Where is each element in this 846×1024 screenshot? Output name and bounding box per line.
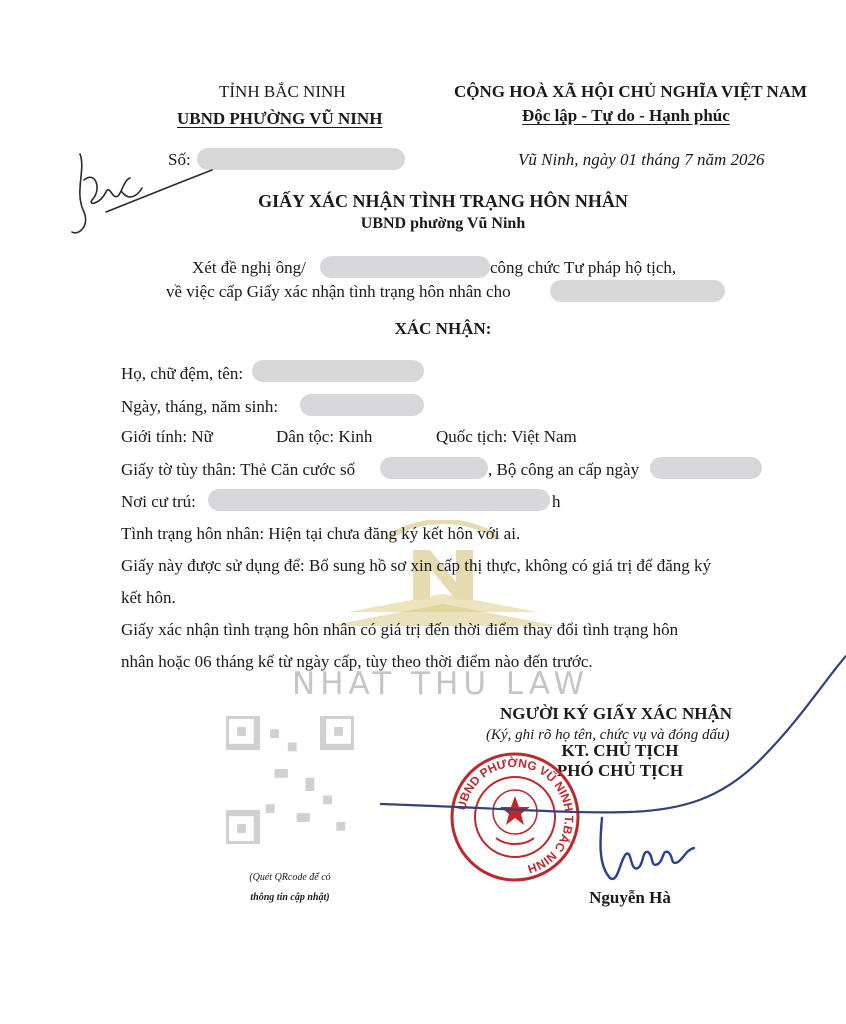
signer-role-1: KT. CHỦ TỊCH xyxy=(561,741,679,760)
handwritten-signature-icon xyxy=(590,810,700,890)
document-title: GIẤY XÁC NHẬN TÌNH TRẠNG HÔN NHÂN xyxy=(258,191,628,211)
marital-status: Tình trạng hôn nhân: Hiện tại chưa đăng ký kết hôn với ai. xyxy=(121,524,521,543)
dob-label: Ngày, tháng, năm sinh: xyxy=(121,397,279,416)
name-redacted xyxy=(252,360,424,382)
validity-line-2: nhân hoặc 06 tháng kể từ ngày cấp, tùy theo thời điểm nào đến trước. xyxy=(121,652,593,671)
qr-caption-2: thông tin cập nhật) xyxy=(250,892,330,903)
intro-line-2: về việc cấp Giấy xác nhận tình trạng hôn nhân cho xyxy=(166,282,511,301)
signer-name: Nguyễn Hà xyxy=(589,888,671,907)
residence-label: Nơi cư trú: xyxy=(121,492,196,511)
doc-number-redacted xyxy=(197,148,405,170)
place-date: Vũ Ninh, ngày 01 tháng 7 năm 2026 xyxy=(518,150,765,169)
signer-role-2: PHÓ CHỦ TỊCH xyxy=(556,761,684,780)
qr-code-icon xyxy=(226,716,354,844)
id-label: Giấy tờ tùy thân: Thẻ Căn cước số xyxy=(121,460,356,479)
intro-line-1b: công chức Tư pháp hộ tịch, xyxy=(490,258,677,277)
residence-redacted xyxy=(208,489,550,511)
ethnicity-field: Dân tộc: Kinh xyxy=(276,427,373,446)
intro-line-1a: Xét đề nghị ông/ xyxy=(192,258,306,277)
officer-name-redacted xyxy=(320,256,490,278)
nation-name: CỘNG HOÀ XÃ HỘI CHỦ NGHĨA VIỆT NAM xyxy=(454,82,808,101)
watermark-text: NHAT THU LAW xyxy=(292,666,590,702)
confirm-heading: XÁC NHẬN: xyxy=(394,319,492,338)
residence-tail: h xyxy=(552,492,561,511)
qr-caption-1: (Quét QRcode để có xyxy=(249,872,331,883)
id-number-redacted xyxy=(380,457,488,479)
signer-note: (Ký, ghi rõ họ tên, chức vụ và đóng dấu) xyxy=(486,727,730,743)
stamp-ring-text: UBND PHƯỜNG VŨ NINH T.BẮC NINH xyxy=(454,755,577,877)
purpose-line-1: Giấy này được sử dụng để: Bổ sung hồ sơ xin cấp thị thực, không có giá trị để đăng ký xyxy=(121,556,712,575)
signer-heading: NGƯỜI KÝ GIẤY XÁC NHẬN xyxy=(500,704,733,723)
issuer-label: , Bộ công an cấp ngày xyxy=(488,460,640,479)
name-label: Họ, chữ đệm, tên: xyxy=(121,364,244,383)
doc-number-label: Số: xyxy=(168,150,191,169)
issue-date-redacted xyxy=(650,457,762,479)
purpose-line-2: kết hôn. xyxy=(121,588,176,607)
applicant-name-redacted xyxy=(550,280,725,302)
dob-redacted xyxy=(300,394,424,416)
nationality-field: Quốc tịch: Việt Nam xyxy=(436,427,577,446)
nation-motto: Độc lập - Tự do - Hạnh phúc xyxy=(522,106,730,125)
validity-line-1: Giấy xác nhận tình trạng hôn nhân có giá trị đến thời điểm thay đổi tình trạng hôn xyxy=(121,620,679,639)
document-subtitle: UBND phường Vũ Ninh xyxy=(360,215,526,232)
agency-name: UBND PHƯỜNG VŨ NINH xyxy=(177,109,383,128)
gender-field: Giới tính: Nữ xyxy=(121,427,213,446)
province-name: TỈNH BẮC NINH xyxy=(219,82,346,101)
